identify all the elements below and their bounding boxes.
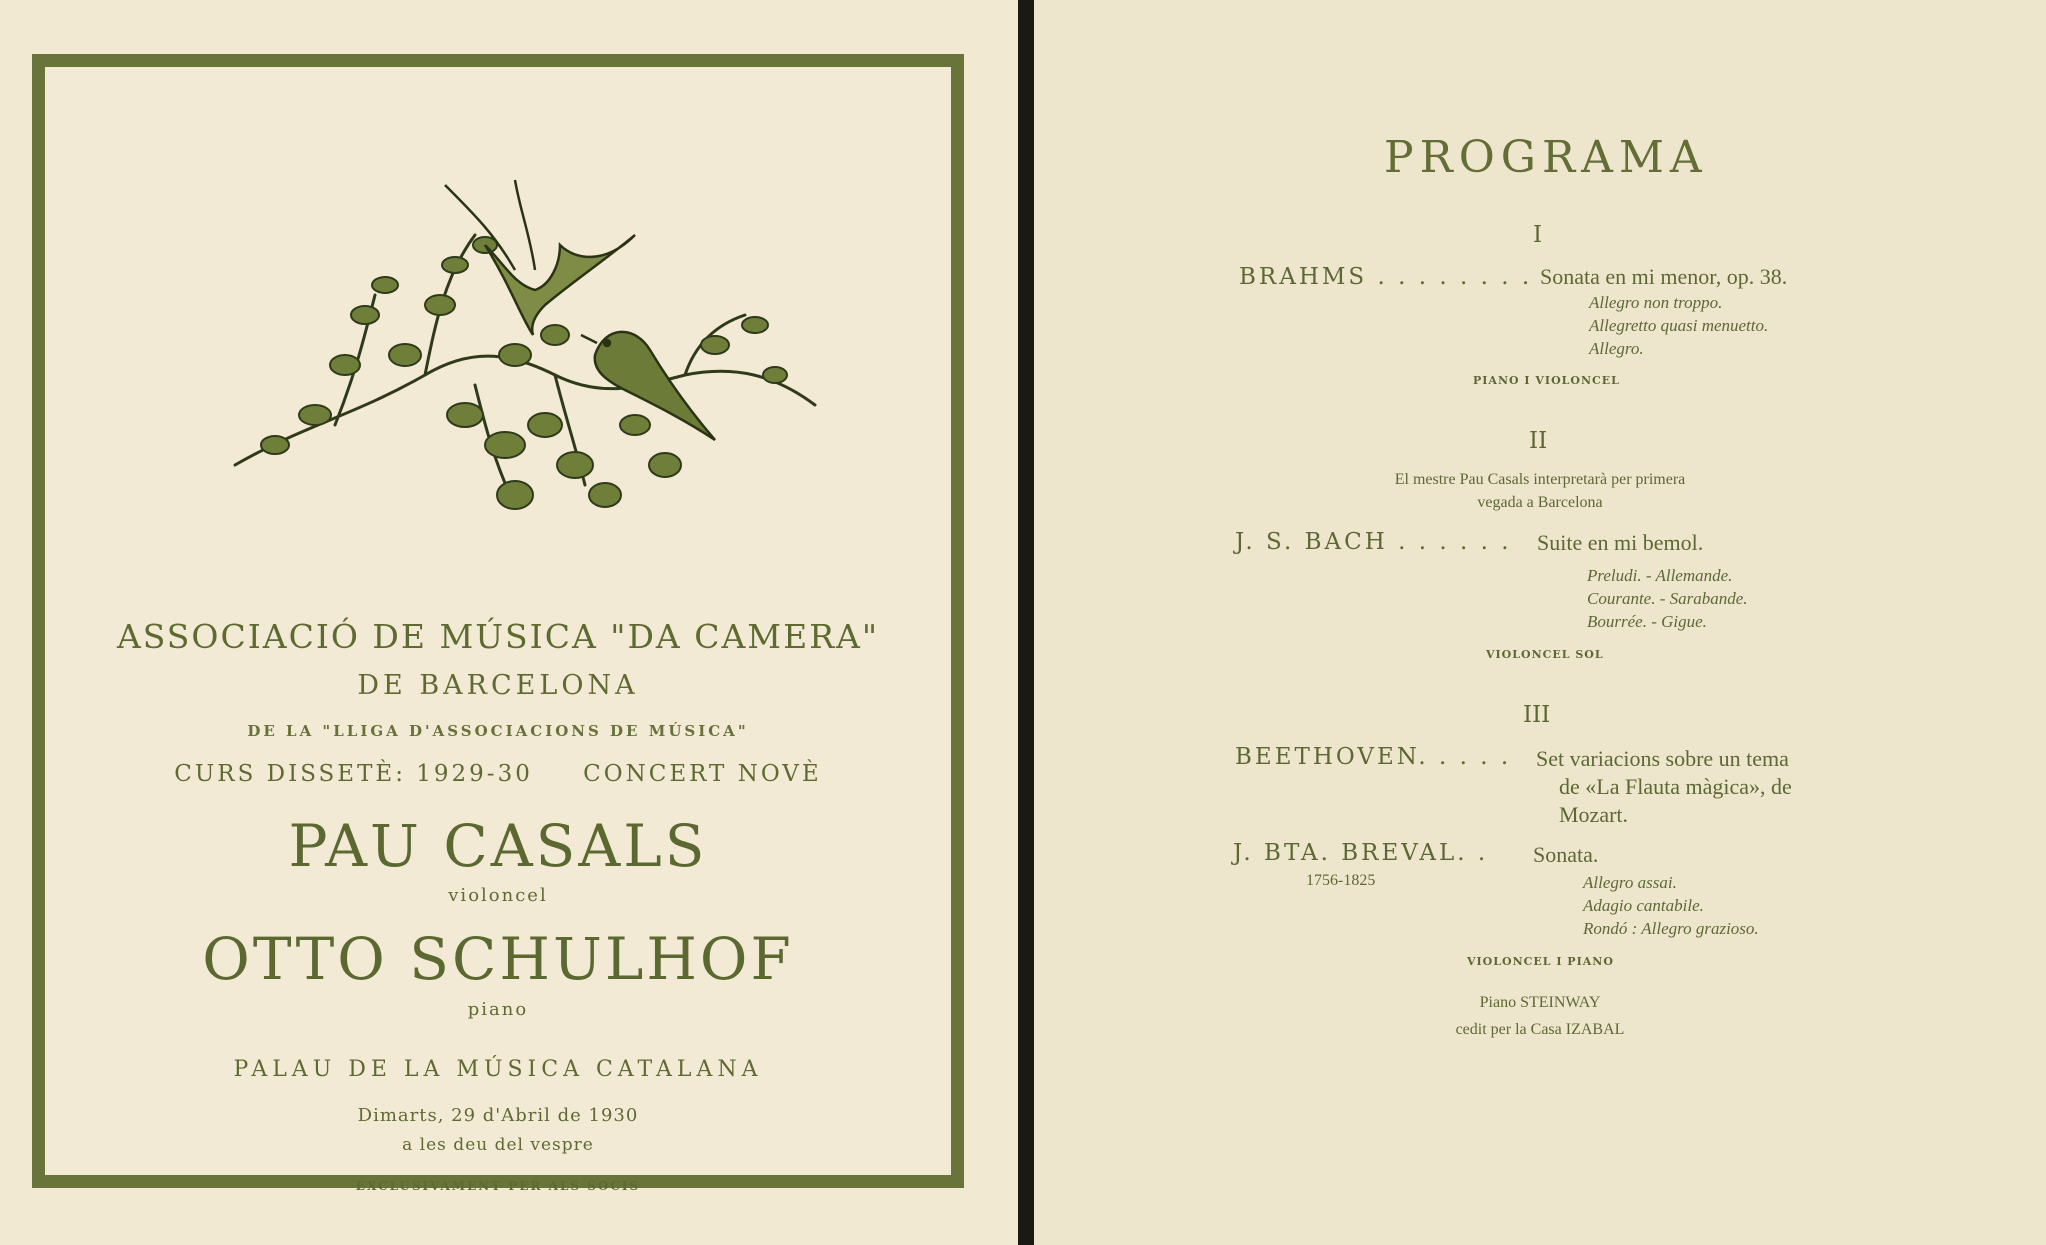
part-3-composer-breval: J. BTA. BREVAL. . [1233, 840, 1489, 866]
part-2-movement: Preludi. - Allemande. [1587, 566, 1733, 585]
part-2-note: El mestre Pau Casals interpretarà per primera [1394, 471, 1686, 488]
part-1-movement: Allegretto quasi menuetto. [1589, 316, 1769, 335]
part-2-numeral: II [1529, 428, 1548, 454]
artist-schulhof-instrument: piano [467, 999, 529, 1020]
part-2-composer: J. S. BACH . . . . . . [1235, 529, 1512, 555]
page-gutter [1018, 0, 1034, 1245]
piano-credit-lender: cedit per la Casa IZABAL [1455, 1021, 1625, 1038]
part-1-numeral: I [1533, 222, 1543, 248]
concert-date: Dimarts, 29 d'Abril de 1930 [357, 1105, 639, 1126]
part-3-work-breval: Sonata. [1533, 842, 1599, 867]
part-3-work-line: de «La Flauta màgica», de [1559, 774, 1792, 799]
part-3-movement: Rondó : Allegro grazioso. [1583, 919, 1759, 938]
part-1-work: Sonata en mi menor, op. 38. [1540, 264, 1788, 289]
part-3-work-line: Mozart. [1559, 802, 1629, 827]
association-city: DE BARCELONA [357, 670, 639, 701]
program-page [1034, 0, 2046, 1245]
part-2-movement: Courante. - Sarabande. [1587, 589, 1748, 608]
league-affiliation: DE LA "LLIGA D'ASSOCIACIONS DE MÚSICA" [247, 722, 749, 740]
cover-border-frame [32, 54, 964, 1193]
part-3-work-line: Set variacions sobre un tema [1536, 746, 1789, 771]
program-title: PROGRAMA [1384, 132, 1708, 183]
bird-branch-illustration [215, 175, 855, 555]
artist-casals: PAU CASALS [288, 812, 708, 880]
cover-page [0, 0, 1018, 1245]
part-3-instruments: VIOLONCEL I PIANO [1467, 955, 1614, 968]
artist-schulhof: OTTO SCHULHOF [202, 925, 794, 993]
course-line [45, 761, 951, 787]
piano-credit: Piano STEINWAY [1479, 994, 1601, 1011]
part-1-movement: Allegro non troppo. [1589, 293, 1723, 312]
part-1-instruments: PIANO I VIOLONCEL [1473, 374, 1620, 387]
flying-bird [445, 180, 635, 335]
part-1-movement: Allegro. [1589, 339, 1644, 358]
part-3-movement: Adagio cantabile. [1583, 896, 1704, 915]
part-2-work: Suite en mi bemol. [1537, 530, 1704, 555]
part-1-composer: BRAHMS . . . . . . . . [1239, 264, 1533, 290]
part-2-instruments: VIOLONCEL SOL [1486, 648, 1604, 661]
part-3-composer: BEETHOVEN. . . . . [1235, 744, 1512, 770]
concert-number: CONCERT NOVÈ [583, 761, 822, 787]
part-3-numeral: III [1523, 702, 1551, 728]
members-only-note: EXCLUSIVAMENT PER ALS SOCIS [355, 1179, 641, 1193]
concert-time: a les deu del vespre [402, 1135, 594, 1155]
association-name: ASSOCIACIÓ DE MÚSICA "DA CAMERA" [116, 617, 880, 656]
part-2-movement: Bourrée. - Gigue. [1587, 612, 1707, 631]
course-year: CURS DISSETÈ: 1929-30 [174, 761, 533, 787]
artist-casals-instrument: violoncel [448, 885, 548, 906]
venue: PALAU DE LA MÚSICA CATALANA [233, 1057, 763, 1082]
part-2-note-continued: vegada a Barcelona [1477, 494, 1603, 511]
part-3-breval-dates: 1756-1825 [1306, 872, 1376, 889]
part-3-movement: Allegro assai. [1583, 873, 1677, 892]
